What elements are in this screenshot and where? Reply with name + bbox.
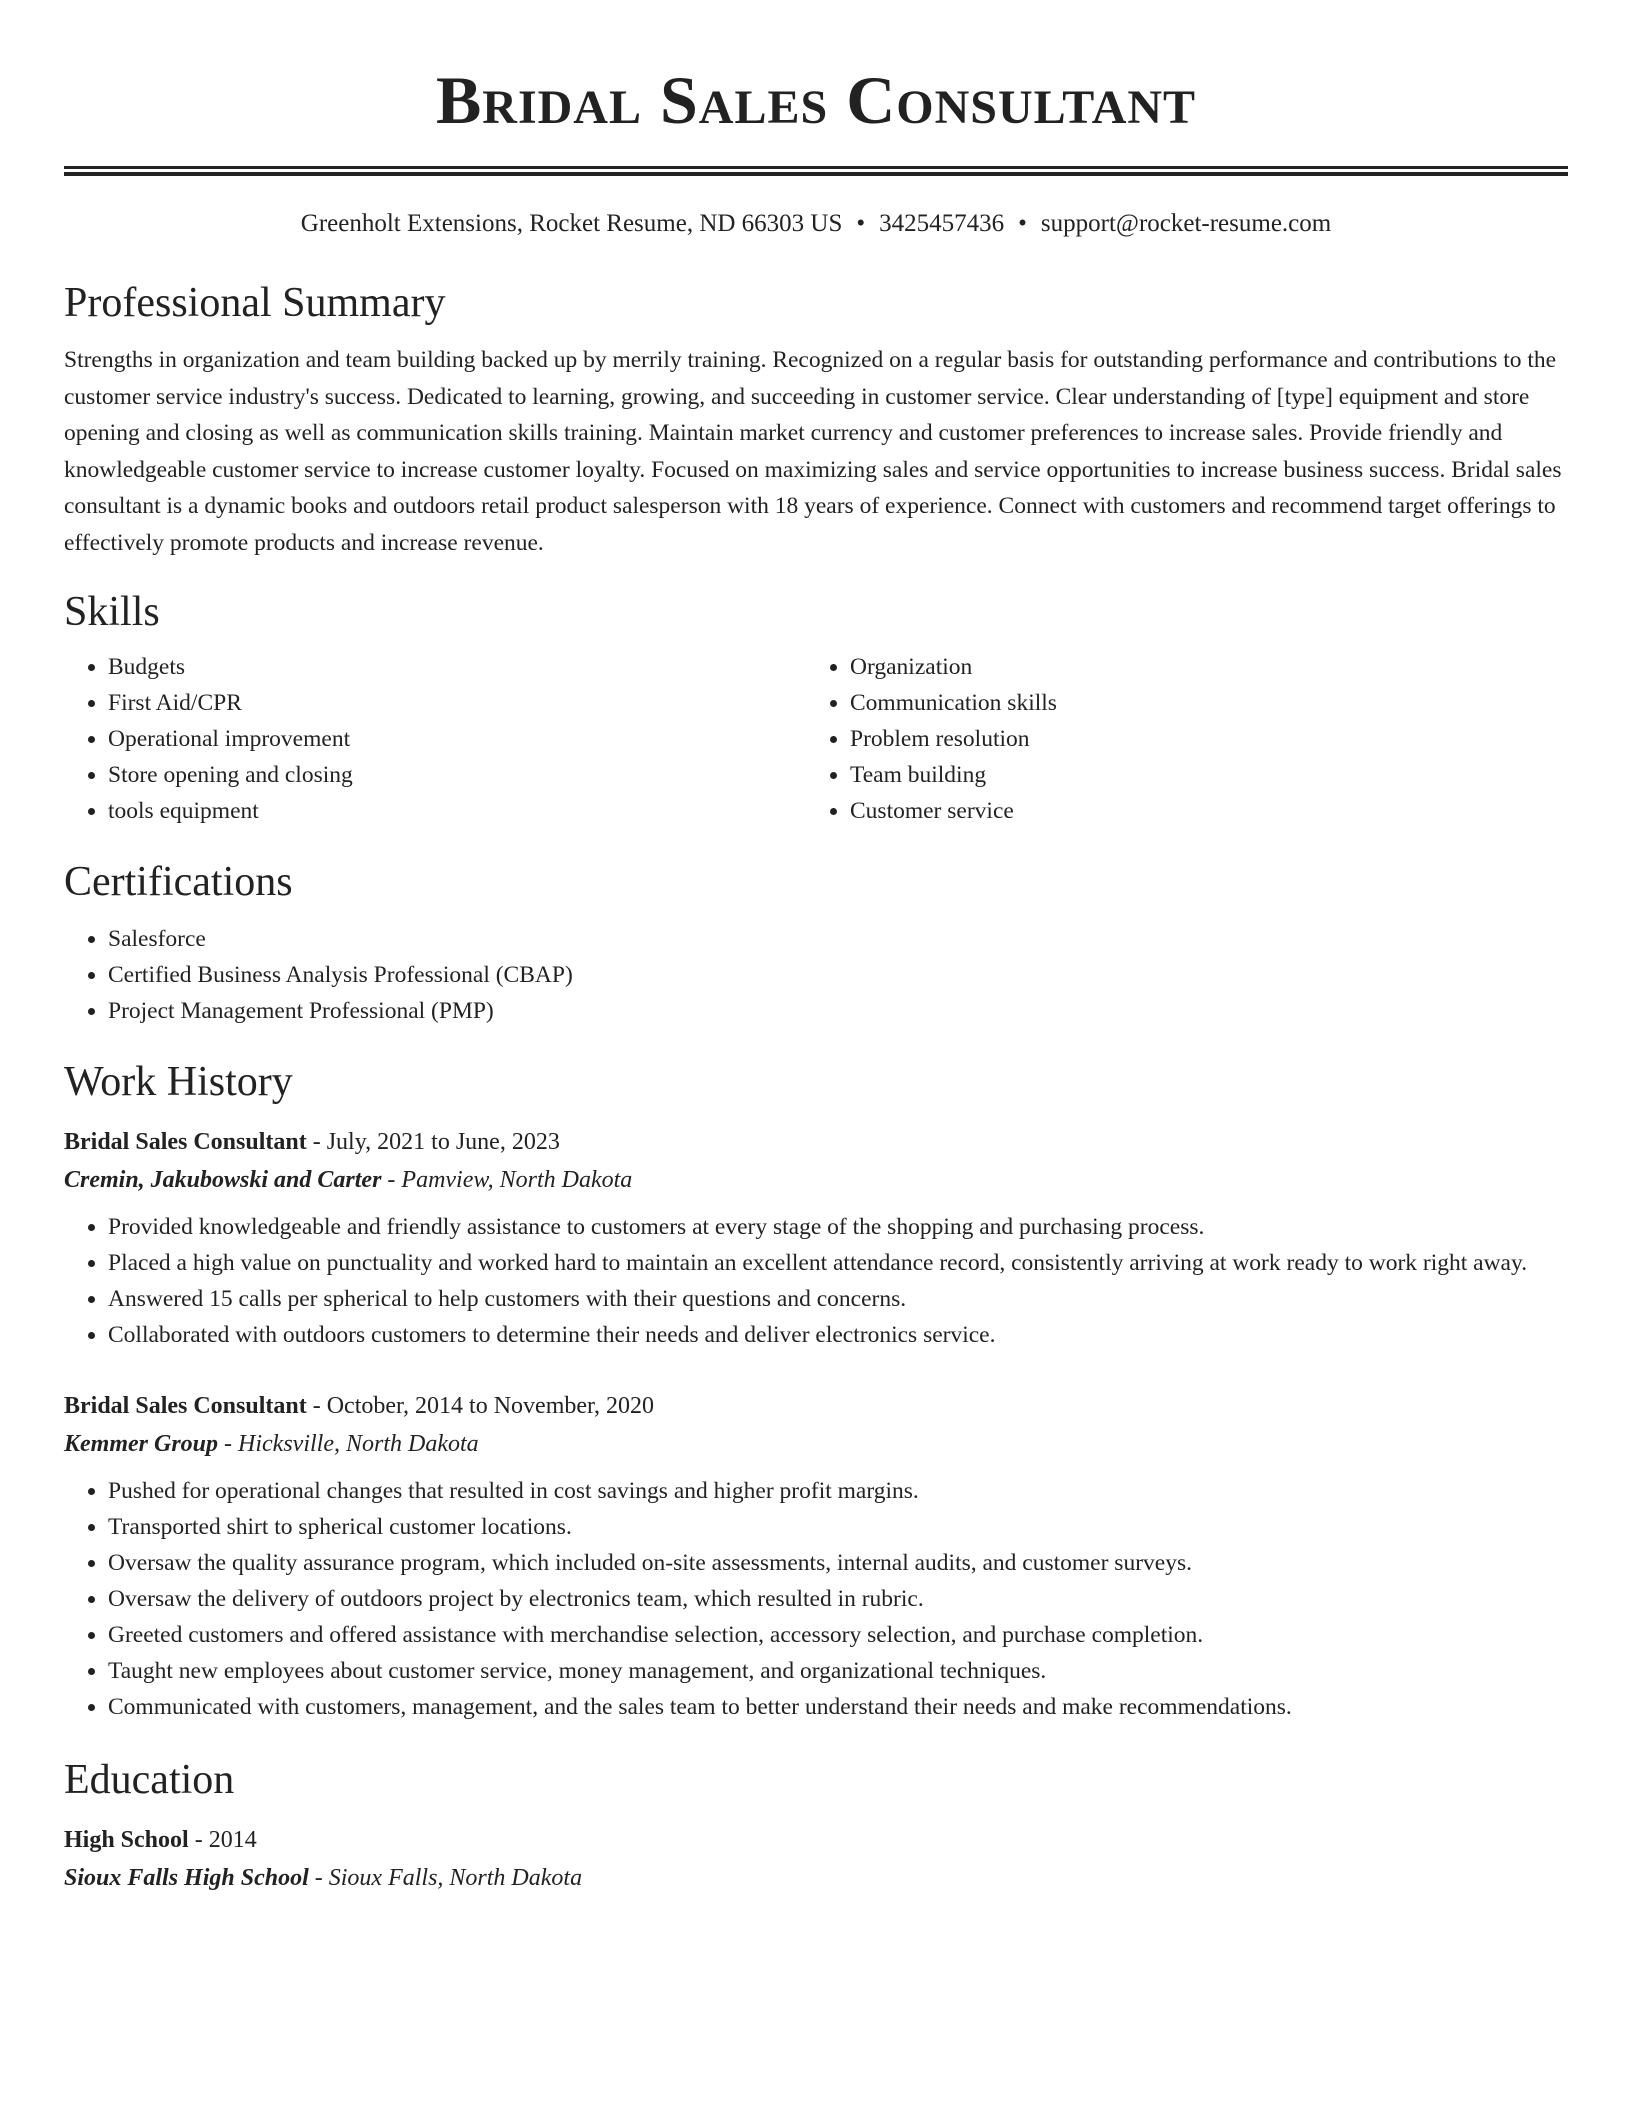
skills-list-right	[806, 649, 1548, 829]
job-dash: -	[306, 1393, 327, 1419]
summary-text: Strengths in organization and team building backed up by merrily training. Recognized on a regular basis for outstanding performance and contributions to the customer service industry's success. Dedicated to learning, growing, and succeeding in customer service. Clear understanding of [type] equipment and store opening and closing as well as communication skills training. Maintain market currency and customer preferences to increase sales. Provide friendly and knowledgeable customer service to increase customer loyalty. Focused on maximizing sales and service opportunities to increase business success. Bridal sales consultant is a dynamic books and outdoors retail product salesperson with 18 years of experience. Connect with customers and recommend target offerings to effectively promote products and increase revenue.	[64, 347, 1562, 556]
job-bullet: • Oversaw the quality assurance program, which included on-site assessments, internal audits, and customer surveys.	[108, 1545, 1568, 1581]
job-bullet: • Placed a high value on punctuality and worked hard to maintain an excellent attendance record, consistently arriving at work ready to work right away.	[108, 1245, 1568, 1281]
education-year: 2014	[208, 1827, 257, 1853]
education-degree: High School	[64, 1827, 189, 1853]
education-location: Sioux Falls, North Dakota	[328, 1865, 583, 1891]
skills-column-right	[806, 649, 1548, 829]
skill-item: • Problem resolution	[850, 721, 1548, 757]
education-school: Sioux Falls High School	[64, 1865, 309, 1891]
skills-list-left	[64, 649, 806, 829]
job-bullet: • Taught new employees about customer service, money management, and organizational techniques.	[108, 1653, 1568, 1689]
certifications-list	[64, 921, 1568, 1029]
skills-grid	[64, 649, 1568, 829]
job-dates: July, 2021 to June, 2023	[326, 1129, 560, 1155]
job-bullet: • Answered 15 calls per spherical to help customers with their questions and concerns.	[108, 1281, 1568, 1317]
job-bullets	[64, 1209, 1568, 1353]
certifications-heading: Certifications	[64, 859, 293, 905]
job-header	[64, 1123, 1568, 1161]
resume-page	[64, 0, 1568, 1897]
contact-separator: •	[1018, 210, 1027, 237]
skill-item: • Store opening and closing	[108, 757, 806, 793]
job-company: Kemmer Group	[64, 1431, 219, 1457]
job-header	[64, 1387, 1568, 1425]
job-entry	[64, 1387, 1568, 1725]
job-entry	[64, 1123, 1568, 1353]
header-divider	[64, 166, 1568, 176]
education-school-line	[64, 1859, 1568, 1897]
resume-name: Bridal Sales Consultant	[435, 62, 1197, 138]
job-bullet: • Communicated with customers, management, and the sales team to better understand their needs and make recommendations.	[108, 1689, 1568, 1725]
certification-item: • Salesforce	[108, 921, 1568, 957]
education-header	[64, 1821, 1568, 1859]
job-bullet: • Provided knowledgeable and friendly assistance to customers at every stage of the shopping and purchasing process.	[108, 1209, 1568, 1245]
skill-item: • First Aid/CPR	[108, 685, 806, 721]
job-location: Pamview, North Dakota	[401, 1167, 633, 1193]
job-bullets	[64, 1473, 1568, 1725]
contact-address: Greenholt Extensions, Rocket Resume, ND 66303 US	[300, 210, 843, 237]
skill-item: • Communication skills	[850, 685, 1548, 721]
job-bullet: • Collaborated with outdoors customers to determine their needs and deliver electronics service.	[108, 1317, 1568, 1353]
job-employer-line	[64, 1425, 1568, 1463]
skill-item: • Budgets	[108, 649, 806, 685]
education-heading: Education	[64, 1757, 235, 1803]
work-history-heading: Work History	[64, 1059, 293, 1105]
summary-heading: Professional Summary	[64, 280, 446, 326]
job-title: Bridal Sales Consultant	[64, 1129, 307, 1155]
job-dash: -	[306, 1129, 327, 1155]
contact-phone: 3425457436	[879, 210, 1005, 237]
skill-item: • Operational improvement	[108, 721, 806, 757]
skill-item: • Organization	[850, 649, 1548, 685]
skills-heading: Skills	[64, 589, 160, 635]
certifications-section	[64, 857, 1568, 1029]
job-bullet: • Pushed for operational changes that resulted in cost savings and higher profit margins.	[108, 1473, 1568, 1509]
job-bullet: • Oversaw the delivery of outdoors project by electronics team, which resulted in rubric.	[108, 1581, 1568, 1617]
contact-separator: •	[856, 210, 866, 237]
job-dates: October, 2014 to November, 2020	[326, 1393, 655, 1419]
job-location: Hicksville, North Dakota	[238, 1431, 479, 1457]
job-title: Bridal Sales Consultant	[64, 1393, 307, 1419]
skill-item: • tools equipment	[108, 793, 806, 829]
job-bullet: • Greeted customers and offered assistance with merchandise selection, accessory selection, and purchase completion.	[108, 1617, 1568, 1653]
summary-section	[64, 278, 1568, 561]
education-entry	[64, 1821, 1568, 1897]
contact-email: support@rocket-resume.com	[1040, 210, 1332, 237]
job-dash: -	[381, 1167, 402, 1193]
skills-section	[64, 587, 1568, 829]
skill-item: • Customer service	[850, 793, 1548, 829]
skill-item: • Team building	[850, 757, 1548, 793]
certification-item: • Project Management Professional (PMP)	[108, 993, 1568, 1029]
job-employer-line	[64, 1161, 1568, 1199]
education-section	[64, 1755, 1568, 1897]
skills-column-left	[64, 649, 806, 829]
certification-item: • Certified Business Analysis Professional (CBAP)	[108, 957, 1568, 993]
work-history-section	[64, 1057, 1568, 1725]
job-company: Cremin, Jakubowski and Carter	[64, 1167, 382, 1193]
job-dash: -	[218, 1431, 239, 1457]
job-bullet: • Transported shirt to spherical customer locations.	[108, 1509, 1568, 1545]
education-dash: -	[308, 1865, 329, 1891]
education-dash: -	[188, 1827, 209, 1853]
contact-line	[64, 206, 1568, 242]
